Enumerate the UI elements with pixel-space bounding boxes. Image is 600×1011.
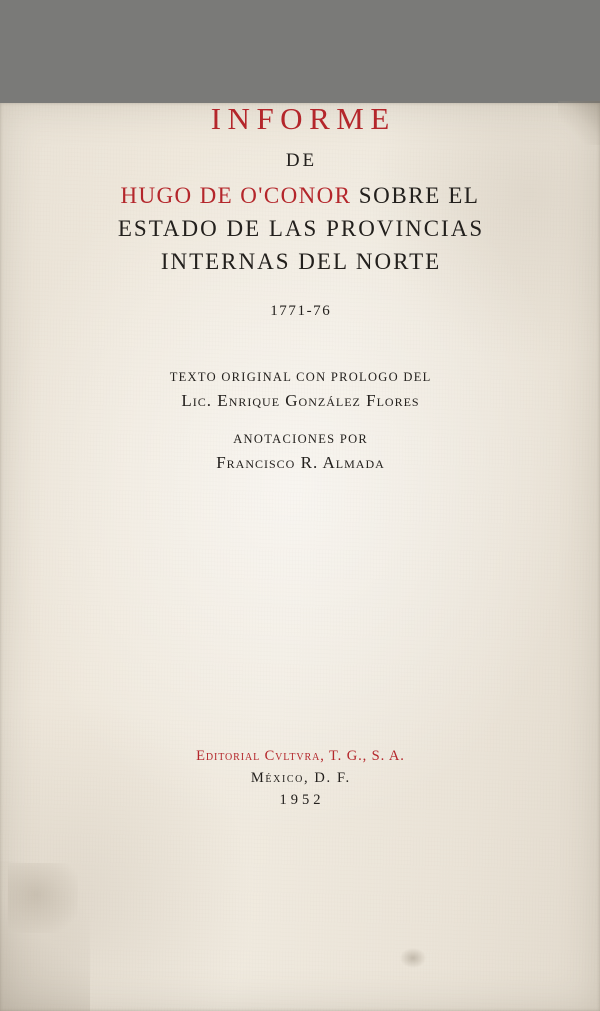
title-block bbox=[0, 103, 600, 320]
title-page-content bbox=[0, 103, 600, 473]
title-line-de: DE bbox=[285, 150, 318, 171]
prologue-author: Lic. Enrique González Flores bbox=[181, 391, 420, 410]
publication-city: México, D. F. bbox=[250, 770, 351, 786]
title-line-author bbox=[0, 183, 600, 209]
title-line-sobre-el: SOBRE EL bbox=[358, 183, 480, 208]
corner-wear-bottom-left bbox=[0, 861, 90, 1011]
prologue-label: TEXTO ORIGINAL CON PROLOGO DEL bbox=[169, 370, 432, 384]
title-line-informe: INFORME bbox=[210, 101, 396, 136]
annotations-author: Francisco R. Almada bbox=[216, 453, 385, 472]
title-line-internas: INTERNAS DEL NORTE bbox=[160, 249, 442, 274]
credits-block bbox=[0, 370, 600, 473]
paper-stain-bottom bbox=[400, 948, 426, 968]
paper-stain-left bbox=[8, 863, 78, 933]
imprint-block bbox=[0, 748, 600, 809]
publisher-name: Editorial Cvltvra, T. G., S. A. bbox=[196, 748, 405, 764]
publication-year: 1952 bbox=[279, 792, 325, 808]
title-years: 1771-76 bbox=[270, 303, 332, 319]
author-name: HUGO DE O'CONOR bbox=[120, 183, 352, 208]
title-line-estado: ESTADO DE LAS PROVINCIAS bbox=[117, 216, 485, 241]
annotations-label: ANOTACIONES POR bbox=[233, 432, 369, 446]
book-title-page bbox=[0, 103, 600, 1011]
